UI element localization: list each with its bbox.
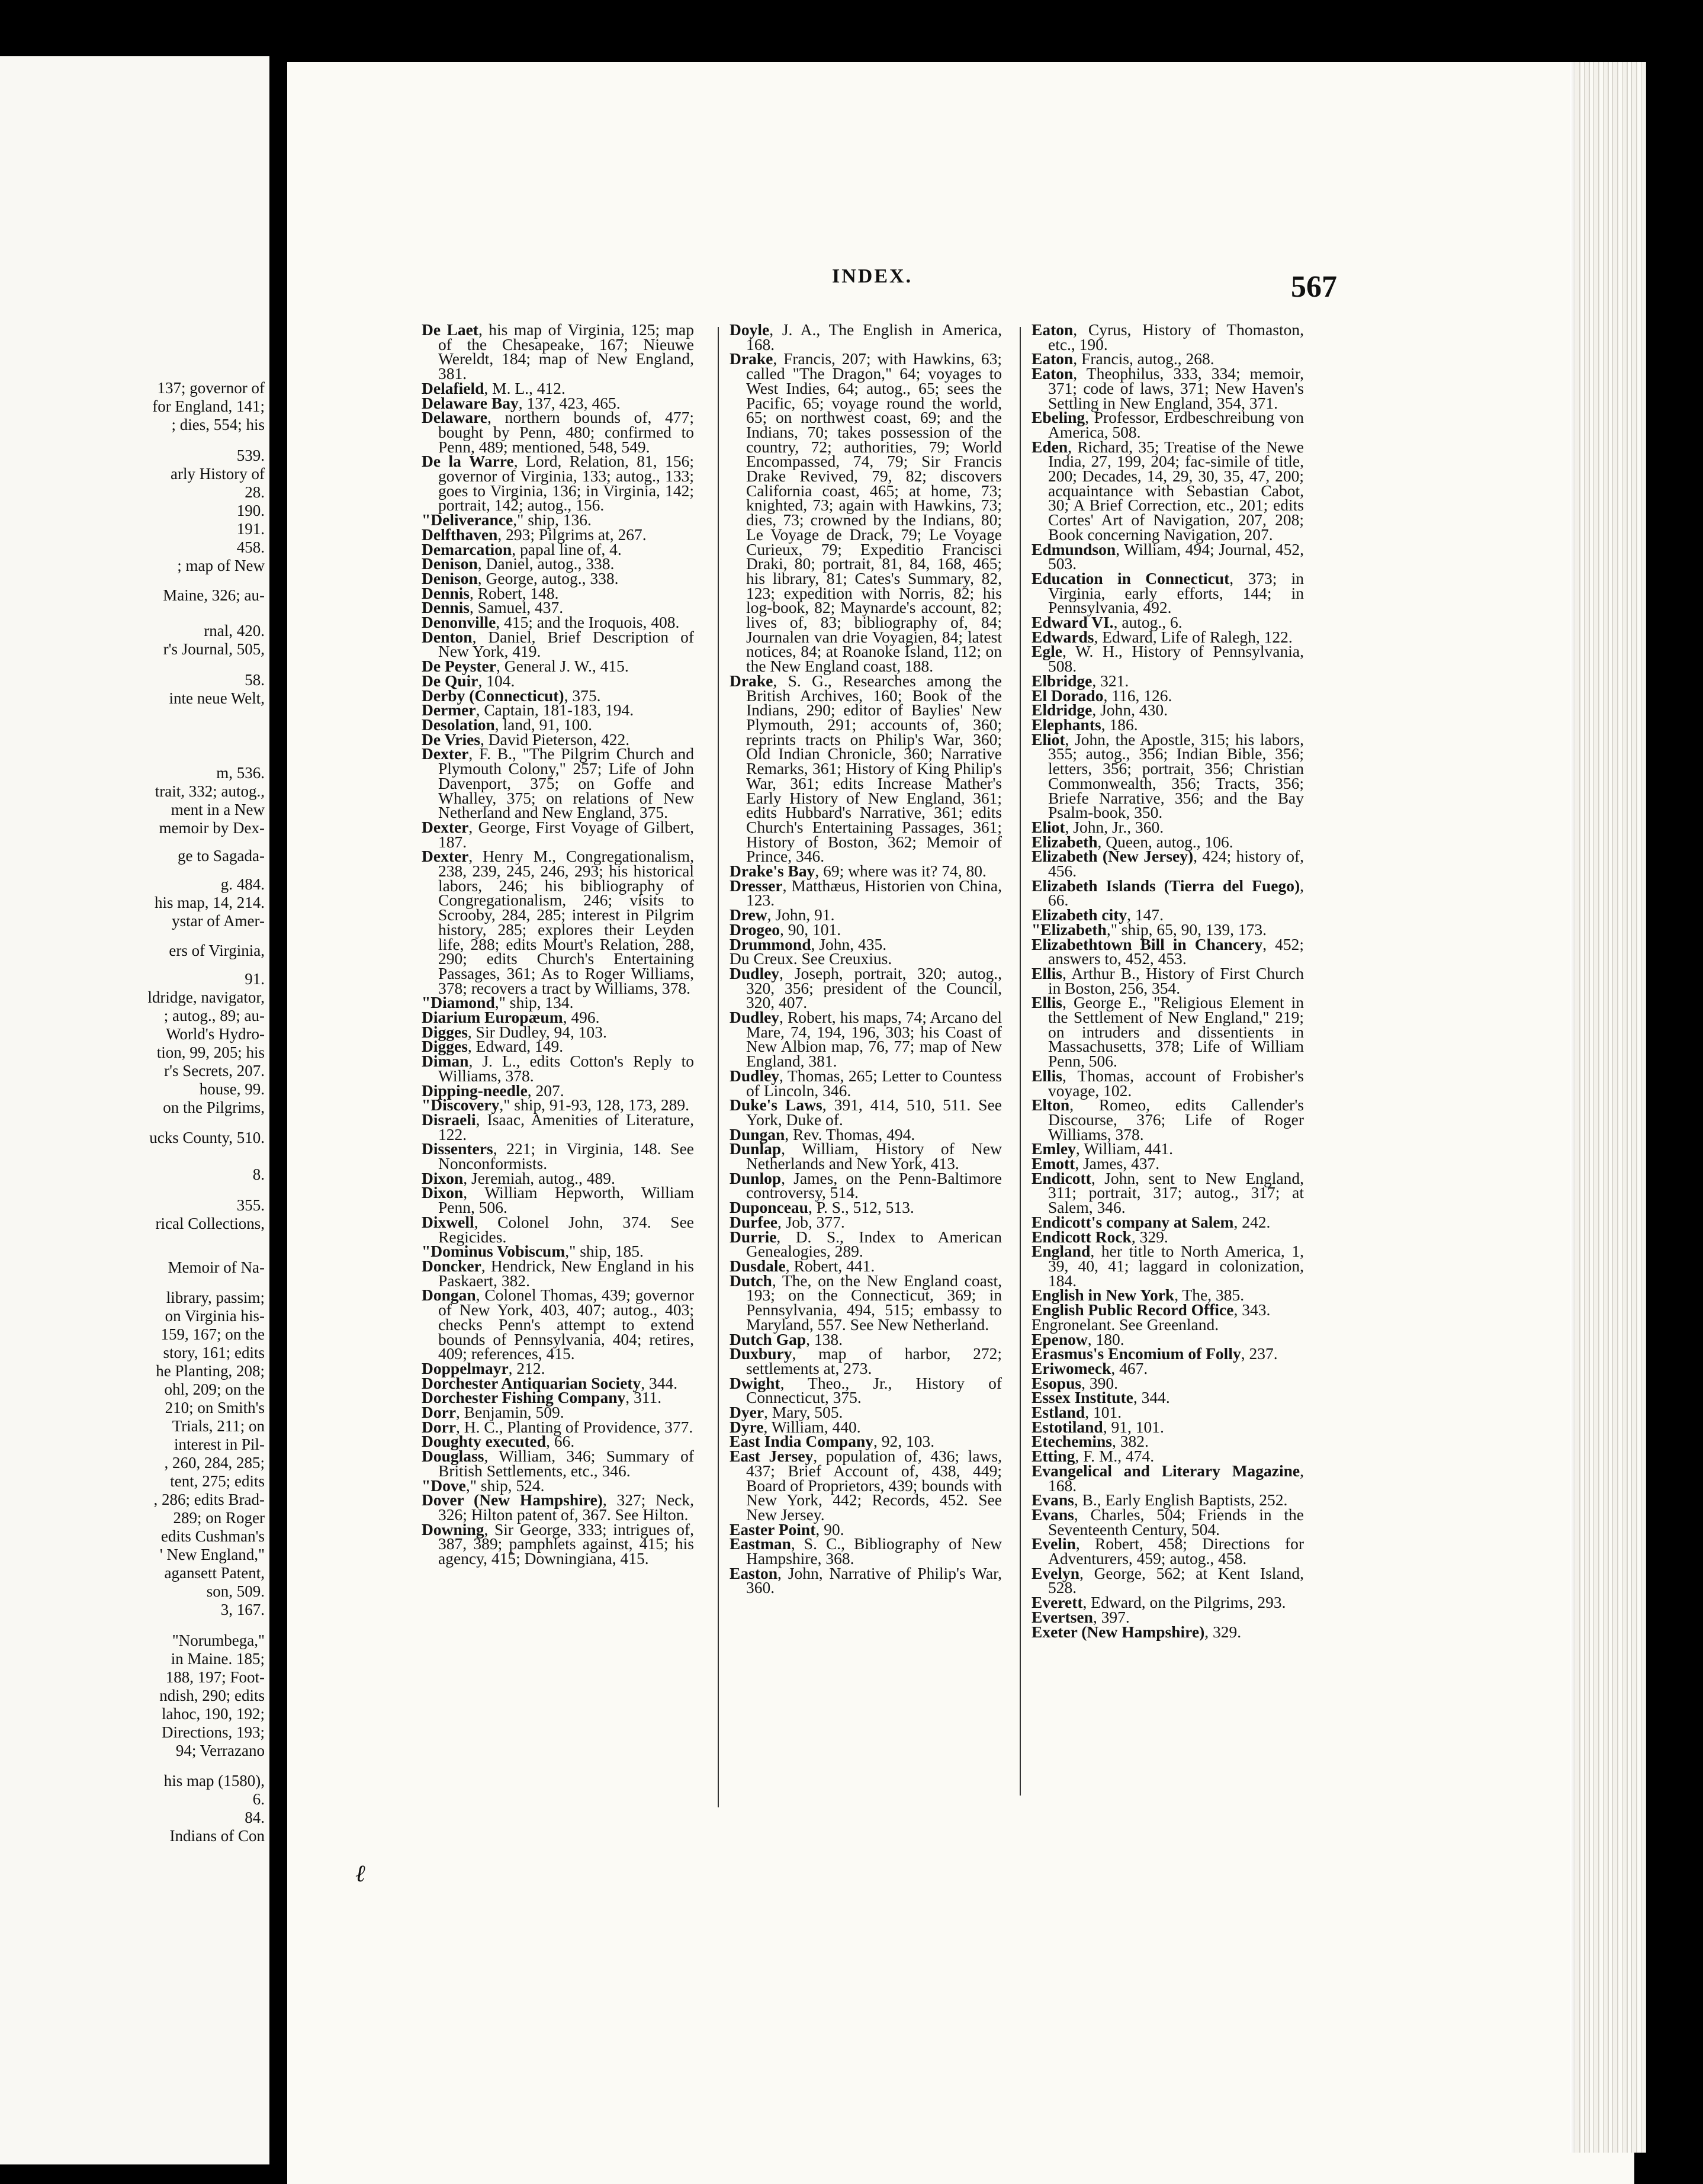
index-column-1	[422, 320, 694, 1568]
facing-page-line: 28.	[245, 483, 265, 501]
index-entry: English Public Record Office, 343.	[1032, 1300, 1271, 1319]
index-entry: Endicott, John, sent to New England, 311; portrait, 317; autog., 317; at Salem, 346.	[1032, 1168, 1304, 1217]
index-entry: Evangelical and Literary Magazine, 168.	[1032, 1461, 1304, 1495]
index-entry: Easton, John, Narrative of Philip's War, 360.	[730, 1563, 1002, 1597]
index-entry: English in New York, The, 385.	[1032, 1286, 1245, 1305]
facing-page-line: , 286; edits Brad-	[153, 1491, 265, 1508]
facing-page-line: ' New England,"	[159, 1546, 265, 1563]
index-entry: Dunlop, James, on the Penn-Baltimore controversy, 514.	[730, 1168, 1002, 1202]
facing-page-line: ge to Sagada-	[178, 847, 265, 865]
facing-page-line: g. 484.	[220, 875, 265, 893]
index-entry: Denonville, 415; and the Iroquois, 408.	[422, 613, 680, 632]
index-entry: Dixon, William Hepworth, William Penn, 506.	[422, 1183, 694, 1217]
facing-page-line: interest in Pil-	[174, 1435, 265, 1453]
index-entry: Duxbury, map of harbor, 272; settlements at, 273.	[730, 1344, 1002, 1377]
facing-page-line: memoir by Dex-	[159, 819, 265, 837]
facing-page-left	[0, 56, 269, 2164]
facing-page-line: tion, 99, 205; his	[156, 1043, 265, 1061]
column-rule	[718, 327, 719, 1807]
page-edges-stack	[1575, 62, 1646, 2153]
index-entry: Dorchester Fishing Company, 311.	[422, 1388, 662, 1407]
index-entry: Eriwomeck, 467.	[1032, 1358, 1148, 1377]
index-entry: Dyre, William, 440.	[730, 1417, 861, 1436]
index-entry: Du Creux. See Creuxius.	[730, 949, 892, 968]
index-entry: Edward VI., autog., 6.	[1032, 613, 1183, 632]
facing-page-line: r's Secrets, 207.	[164, 1062, 265, 1080]
index-entry: Dexter, F. B., "The Pilgrim Church and Plymouth Colony," 257; Life of John Davenport, 375; on Goffe and Whalley, 375; on relations of New Netherland and New England, 375.	[422, 744, 694, 822]
facing-page-line: on the Pilgrims,	[163, 1099, 265, 1116]
index-entry: Desolation, land, 91, 100.	[422, 715, 592, 734]
facing-page-line: Directions, 193;	[162, 1723, 265, 1741]
index-entry: Delfthaven, 293; Pilgrims at, 267.	[422, 525, 647, 544]
facing-page-line: r's Journal, 505,	[163, 640, 265, 658]
index-entry: Endicott's company at Salem, 242.	[1032, 1212, 1271, 1231]
facing-page-line: 8.	[252, 1165, 265, 1183]
facing-page-line: m, 536.	[216, 764, 265, 782]
index-entry: Diarium Europæum, 496.	[422, 1008, 600, 1027]
facing-page-line: ment in a New	[171, 801, 265, 818]
index-entry: Easter Point, 90.	[730, 1520, 844, 1539]
index-entry: Doyle, J. A., The English in America, 168.	[730, 320, 1002, 354]
index-entry: Dusdale, Robert, 441.	[730, 1257, 875, 1275]
index-entry: Ellis, Arthur B., History of First Church in Boston, 256, 354.	[1032, 963, 1304, 997]
index-entry: Durrie, D. S., Index to American Genealogies, 289.	[730, 1227, 1002, 1261]
index-entry: Dyer, Mary, 505.	[730, 1403, 843, 1422]
index-entry: Elbridge, 321.	[1032, 671, 1129, 690]
running-header: INDEX.	[832, 265, 913, 287]
facing-page-line: trait, 332; autog.,	[155, 782, 265, 800]
facing-page-line: 58.	[245, 671, 265, 689]
index-entry: Digges, Edward, 149.	[422, 1037, 564, 1056]
index-entry: Dudley, Thomas, 265; Letter to Countess of Lincoln, 346.	[730, 1066, 1002, 1100]
index-entry: Estotiland, 91, 101.	[1032, 1417, 1164, 1436]
index-entry: "Discovery," ship, 91-93, 128, 173, 289.	[422, 1096, 689, 1115]
facing-page-line: ndish, 290; edits	[159, 1687, 265, 1704]
facing-page-line: , 260, 284, 285;	[164, 1454, 265, 1472]
facing-page-line: library, passim;	[166, 1289, 265, 1306]
index-entry: Essex Institute, 344.	[1032, 1388, 1170, 1407]
facing-page-line: 91.	[245, 970, 265, 988]
index-entry: Eliot, John, Jr., 360.	[1032, 817, 1164, 836]
index-entry: Ellis, George E., "Religious Element in the Settlement of New England," 219; on intruders and dissentients in Massachusetts, 378; Life of William Penn, 506.	[1032, 993, 1304, 1071]
index-entry: "Elizabeth," ship, 65, 90, 139, 173.	[1032, 920, 1267, 939]
index-entry: Doppelmayr, 212.	[422, 1358, 545, 1377]
index-entry: Dissenters, 221; in Virginia, 148. See Nonconformists.	[422, 1139, 694, 1173]
index-entry: Digges, Sir Dudley, 94, 103.	[422, 1022, 607, 1041]
index-entry: Evans, Charles, 504; Friends in the Seventeenth Century, 504.	[1032, 1505, 1304, 1539]
index-entry: Elizabeth, Queen, autog., 106.	[1032, 832, 1233, 851]
index-entry: "Deliverance," ship, 136.	[422, 510, 592, 529]
index-entry: England, her title to North America, 1, 39, 40, 41; laggard in colonization, 184.	[1032, 1242, 1304, 1290]
facing-page-line: 159, 167; on the	[160, 1325, 265, 1343]
index-entry: Elizabethtown Bill in Chancery, 452; answers to, 452, 453.	[1032, 934, 1304, 968]
facing-page-line: ohl, 209; on the	[164, 1380, 265, 1398]
index-entry: Dorchester Antiquarian Society, 344.	[422, 1373, 678, 1392]
index-entry: Epenow, 180.	[1032, 1329, 1124, 1348]
index-entry: Emley, William, 441.	[1032, 1139, 1173, 1158]
index-entry: Elizabeth city, 147.	[1032, 905, 1164, 924]
index-entry: Egle, W. H., History of Pennsylvania, 508.	[1032, 642, 1304, 676]
index-entry: Elton, Romeo, edits Callender's Discourse, 376; Life of Roger Williams, 378.	[1032, 1096, 1304, 1144]
index-entry: Doncker, Hendrick, New England in his Paskaert, 382.	[422, 1257, 694, 1290]
index-entry: Evertsen, 397.	[1032, 1607, 1130, 1626]
index-entry: "Dominus Vobiscum," ship, 185.	[422, 1242, 644, 1261]
index-entry: Delaware, northern bounds of, 477; bought by Penn, 480; confirmed to Penn, 489; mentioned, 548, 549.	[422, 408, 694, 456]
index-entry: Everett, Edward, on the Pilgrims, 293.	[1032, 1593, 1286, 1612]
index-entry: Demarcation, papal line of, 4.	[422, 539, 622, 558]
facing-page-line: house, 99.	[199, 1080, 265, 1098]
index-entry: Dennis, Samuel, 437.	[422, 598, 564, 617]
index-entry: Duke's Laws, 391, 414, 510, 511. See York, Duke of.	[730, 1096, 1002, 1129]
index-entry: Dwight, Theo., Jr., History of Connecticut, 375.	[730, 1373, 1002, 1407]
index-entry: Dexter, George, First Voyage of Gilbert, 187.	[422, 817, 694, 851]
index-column-3	[1032, 320, 1304, 1641]
index-entry: Drogeo, 90, 101.	[730, 920, 841, 939]
index-entry: Dermer, Captain, 181-183, 194.	[422, 701, 634, 720]
facing-page-line: rical Collections,	[155, 1215, 265, 1232]
index-entry: Downing, Sir George, 333; intrigues of, 387, 389; pamphlets against, 415; his agency, 415; Downingiana, 415.	[422, 1520, 694, 1568]
index-entry: Eaton, Francis, autog., 268.	[1032, 349, 1214, 368]
facing-page-line: 190.	[236, 502, 265, 519]
facing-page-line: his map (1580),	[163, 1772, 265, 1790]
index-entry: Dorr, Benjamin, 509.	[422, 1403, 564, 1422]
facing-page-line: edits Cushman's	[160, 1527, 265, 1545]
index-entry: East Jersey, population of, 436; laws, 437; Brief Account of, 438, 449; Board of Proprietors, 439; bounds with New York, 442; Records, 452. See New Jersey.	[730, 1447, 1002, 1524]
index-entry: Dudley, Joseph, portrait, 320; autog., 320, 356; president of the Council, 320, 407.	[730, 963, 1002, 1012]
index-entry: Eaton, Cyrus, History of Thomaston, etc., 190.	[1032, 320, 1304, 354]
facing-page-line: ldridge, navigator,	[147, 988, 265, 1006]
facing-page-line: arly History of	[171, 465, 265, 483]
index-entry: Dungan, Rev. Thomas, 494.	[730, 1125, 915, 1144]
index-entry: Eldridge, John, 430.	[1032, 701, 1168, 720]
index-entry: De la Warre, Lord, Relation, 81, 156; governor of Virginia, 133; autog., 133; goes to Virginia, 136; in Virginia, 142; portrait, 142; autog., 156.	[422, 452, 694, 515]
facing-page-line: 210; on Smith's	[165, 1399, 265, 1417]
index-entry: Elizabeth (New Jersey), 424; history of, 456.	[1032, 847, 1304, 881]
index-column-2	[730, 320, 1002, 1597]
index-entry: Elephants, 186.	[1032, 715, 1138, 734]
book-gutter	[269, 0, 287, 2184]
index-entry: Denison, George, autog., 338.	[422, 569, 619, 587]
index-entry: Dennis, Robert, 148.	[422, 583, 559, 602]
index-entry: Drake, S. G., Researches among the British Archives, 160; Book of the Indians, 290; editor of Baylies' New Plymouth, 291; accounts of, 360; reprints tracts on Philip's War, 360; Old Indian Chronicle, 360; Narrative Remarks, 361; History of King Philip's War, 361; edits Increase Mather's Early History of New England, 361; edits Hubbard's Narrative, 361; edits Church's Entertaining Passages, 361; History of Boston, 362; Memoir of Prince, 346.	[730, 671, 1002, 866]
facing-page-line: story, 161; edits	[163, 1344, 265, 1361]
index-entry: Evelin, Robert, 458; Directions for Adventurers, 459; autog., 458.	[1032, 1534, 1304, 1568]
index-entry: Eastman, S. C., Bibliography of New Hampshire, 368.	[730, 1534, 1002, 1568]
index-entry: "Dove," ship, 524.	[422, 1476, 545, 1495]
index-entry: Drummond, John, 435.	[730, 934, 887, 953]
facing-page-line: World's Hydro-	[166, 1025, 265, 1043]
index-entry: Delaware Bay, 137, 423, 465.	[422, 393, 621, 412]
index-entry: Durfee, Job, 377.	[730, 1212, 845, 1231]
index-entry: De Vries, David Pieterson, 422.	[422, 730, 630, 749]
facing-page-line: son, 509.	[206, 1582, 265, 1600]
facing-page-line: Indians of Con	[169, 1827, 265, 1845]
facing-page-line: 94; Verrazano	[175, 1742, 265, 1759]
index-entry: Elizabeth Islands (Tierra del Fuego), 66.	[1032, 876, 1304, 910]
facing-page-line: lahoc, 190, 192;	[162, 1705, 265, 1723]
facing-page-line: 458.	[236, 538, 265, 556]
index-entry: Dixwell, Colonel John, 374. See Regicides.	[422, 1212, 694, 1246]
index-entry: Estland, 101.	[1032, 1403, 1122, 1422]
index-entry: Dudley, Robert, his maps, 74; Arcano del Mare, 74, 194, 196, 303; his Coast of New Albion map, 76, 77; map of New England, 381.	[730, 1008, 1002, 1071]
facing-page-line: ; map of New	[177, 557, 265, 574]
facing-page-line: for England, 141;	[152, 397, 265, 415]
facing-page-line: rnal, 420.	[204, 622, 265, 640]
index-entry: Drew, John, 91.	[730, 905, 835, 924]
column-rule	[1020, 327, 1021, 1796]
facing-page-line: "Norumbega,"	[172, 1631, 265, 1649]
index-entry: Douglass, William, 346; Summary of British Settlements, etc., 346.	[422, 1447, 694, 1480]
facing-page-line: Memoir of Na-	[168, 1258, 265, 1276]
index-entry: Dunlap, William, History of New Netherlands and New York, 413.	[730, 1139, 1002, 1173]
index-entry: Dexter, Henry M., Congregationalism, 238, 239, 245, 246, 293; his historical labors, 246; his bibliography of Congregationalism, 246; visits to Scrooby, 284, 285; interest in Pilgrim history, 285; explores their Leyden life, 288; edits Mourt's Relation, 288, 290; edits Church's Entertaining Passages, 361; As to Roger Williams, 378; recovers a tract by Williams, 378.	[422, 847, 694, 997]
index-entry: Ebeling, Professor, Erdbeschreibung von America, 508.	[1032, 408, 1304, 441]
facing-page-line: Trials, 211; on	[172, 1417, 265, 1435]
index-entry: Drake's Bay, 69; where was it? 74, 80.	[730, 862, 987, 881]
index-entry: Etechemins, 382.	[1032, 1432, 1149, 1451]
facing-page-line: his map, 14, 214.	[155, 894, 265, 911]
facing-page-line: agansett Patent,	[164, 1564, 265, 1582]
facing-page-line: 539.	[236, 447, 265, 464]
facing-page-line: ystar of Amer-	[172, 912, 265, 930]
index-entry: Engronelant. See Greenland.	[1032, 1315, 1219, 1334]
facing-page-line: ers of Virginia,	[169, 942, 265, 959]
index-entry: Dixon, Jeremiah, autog., 489.	[422, 1168, 615, 1187]
facing-page-line: Maine, 326; au-	[163, 586, 265, 604]
index-entry: Dongan, Colonel Thomas, 439; governor of New York, 403, 407; autog., 403; checks Penn's attempt to extend bounds of Pennsylvania, 404; retires, 409; references, 415.	[422, 1286, 694, 1363]
facing-page-line: 6.	[252, 1790, 265, 1808]
index-entry: Delafield, M. L., 412.	[422, 378, 565, 397]
index-entry: Denton, Daniel, Brief Description of New York, 419.	[422, 627, 694, 661]
facing-page-line: 3, 167.	[220, 1601, 265, 1618]
facing-page-line: tent, 275; edits	[170, 1472, 265, 1490]
index-entry: Duponceau, P. S., 512, 513.	[730, 1198, 914, 1217]
index-entry: Etting, F. M., 474.	[1032, 1447, 1155, 1466]
index-entry: Dresser, Matthæus, Historien von China, 123.	[730, 876, 1002, 910]
facing-page-line: ; autog., 89; au-	[163, 1007, 265, 1024]
index-entry: De Laet, his map of Virginia, 125; map of the Chesapeake, 167; Nieuwe Wereldt, 184; map of New England, 381.	[422, 320, 694, 383]
index-entry: Edwards, Edward, Life of Ralegh, 122.	[1032, 627, 1293, 646]
index-entry: Eaton, Theophilus, 333, 334; memoir, 371; code of laws, 371; New Haven's Settling in New England, 354, 371.	[1032, 364, 1304, 412]
index-entry: Endicott Rock, 329.	[1032, 1227, 1168, 1246]
facing-page-line: in Maine. 185;	[171, 1650, 265, 1668]
facing-page-line: 289; on Roger	[173, 1509, 265, 1527]
facing-page-line: 137; governor of	[157, 379, 265, 397]
index-entry: De Peyster, General J. W., 415.	[422, 657, 629, 676]
facing-page-line: ; dies, 554; his	[171, 416, 265, 433]
facing-page-line: 191.	[236, 520, 265, 538]
scan-border-right	[1646, 0, 1703, 2184]
index-entry: De Quir, 104.	[422, 671, 515, 690]
facing-page-line: 84.	[245, 1809, 265, 1826]
index-entry: "Diamond," ship, 134.	[422, 993, 574, 1012]
index-entry: Dipping-needle, 207.	[422, 1081, 564, 1100]
index-entry: Erasmus's Encomium of Folly, 237.	[1032, 1344, 1278, 1363]
index-entry: Disraeli, Isaac, Amenities of Literature, 122.	[422, 1110, 694, 1144]
facing-page-line: inte neue Welt,	[169, 689, 265, 707]
index-entry: Doughty executed, 66.	[422, 1432, 575, 1451]
index-entry: Ellis, Thomas, account of Frobisher's voyage, 102.	[1032, 1066, 1304, 1100]
index-entry: Education in Connecticut, 373; in Virginia, early efforts, 144; in Pennsylvania, 492.	[1032, 569, 1304, 617]
index-entry: Edmundson, William, 494; Journal, 452, 503.	[1032, 539, 1304, 573]
index-entry: El Dorado, 116, 126.	[1032, 686, 1172, 705]
index-entry: Exeter (New Hampshire), 329.	[1032, 1622, 1242, 1641]
index-entry: Dutch Gap, 138.	[730, 1329, 843, 1348]
facing-page-line: he Planting, 208;	[156, 1362, 265, 1380]
facing-page-line: 355.	[236, 1196, 265, 1214]
index-entry: Dorr, H. C., Planting of Providence, 377.	[422, 1417, 693, 1436]
index-entry: Evans, B., Early English Baptists, 252.	[1032, 1491, 1288, 1509]
facing-page-line: 188, 197; Foot-	[165, 1668, 265, 1686]
facing-page-line: ucks County, 510.	[149, 1129, 265, 1146]
index-entry: Eliot, John, the Apostle, 315; his labors, 355; autog., 356; Indian Bible, 356; letters, 356; portrait, 356; Christian Commonwealth, 356; Tracts, 356; Briefe Narrative, 356; and the Bay Psalm-book, 350.	[1032, 730, 1304, 822]
pencil-mark: ℓ	[355, 1860, 365, 1887]
index-entry: Dover (New Hampshire), 327; Neck, 326; Hilton patent of, 367. See Hilton.	[422, 1491, 694, 1524]
index-entry: Emott, James, 437.	[1032, 1154, 1160, 1173]
index-entry: East India Company, 92, 103.	[730, 1432, 935, 1451]
index-entry: Diman, J. L., edits Cotton's Reply to Williams, 378.	[422, 1052, 694, 1085]
index-entry: Esopus, 390.	[1032, 1373, 1118, 1392]
index-entry: Evelyn, George, 562; at Kent Island, 528.	[1032, 1563, 1304, 1597]
index-entry: Eden, Richard, 35; Treatise of the Newe India, 27, 199, 204; fac-simile of title, 200; Decades, 14, 29, 30, 35, 47, 200; acquaintance with Sebastian Cabot, 30; A Brief Correction, etc., 201; edits Cortes' Art of Navigation, 207, 208; Book concerning Navigation, 207.	[1032, 437, 1304, 544]
page-number: 567	[1291, 270, 1337, 304]
index-entry: Dutch, The, on the New England coast, 193; on the Connecticut, 369; in Pennsylvania, 494, 515; embassy to Maryland, 557. See New Netherland.	[730, 1271, 1002, 1334]
index-entry: Denison, Daniel, autog., 338.	[422, 554, 615, 573]
index-entry: Drake, Francis, 207; with Hawkins, 63; called "The Dragon," 64; voyages to West Indies, 64; autog., 65; sees the Pacific, 65; voyage round the world, 65; on northwest coast, 69; and the Indians, 70; takes possession of the country, 72; authorities, 79; World Encompassed, 74, 79; Sir Francis Drake Revived, 79, 82; discovers California coast, 465; at home, 73; knighted, 73; again with Hawkins, 73; dies, 73; crowned by the Indians, 80; Le Voyage de Drack, 79; Le Voyage Curieux, 79; Expeditio Francisci Draki, 80; portrait, 81, 84, 168, 465; his library, 81; Cates's Summary, 82, 123; expedition with Norris, 82; his log-book, 82; Maynarde's account, 82; lives of, 83; bibliography of, 84; Journalen van drie Voyagien, 84; latest notices, 84; at Roanoke Island, 112; on the New England coast, 188.	[730, 349, 1002, 676]
index-entry: Derby (Connecticut), 375.	[422, 686, 601, 705]
facing-page-line: on Virginia his-	[165, 1307, 265, 1325]
